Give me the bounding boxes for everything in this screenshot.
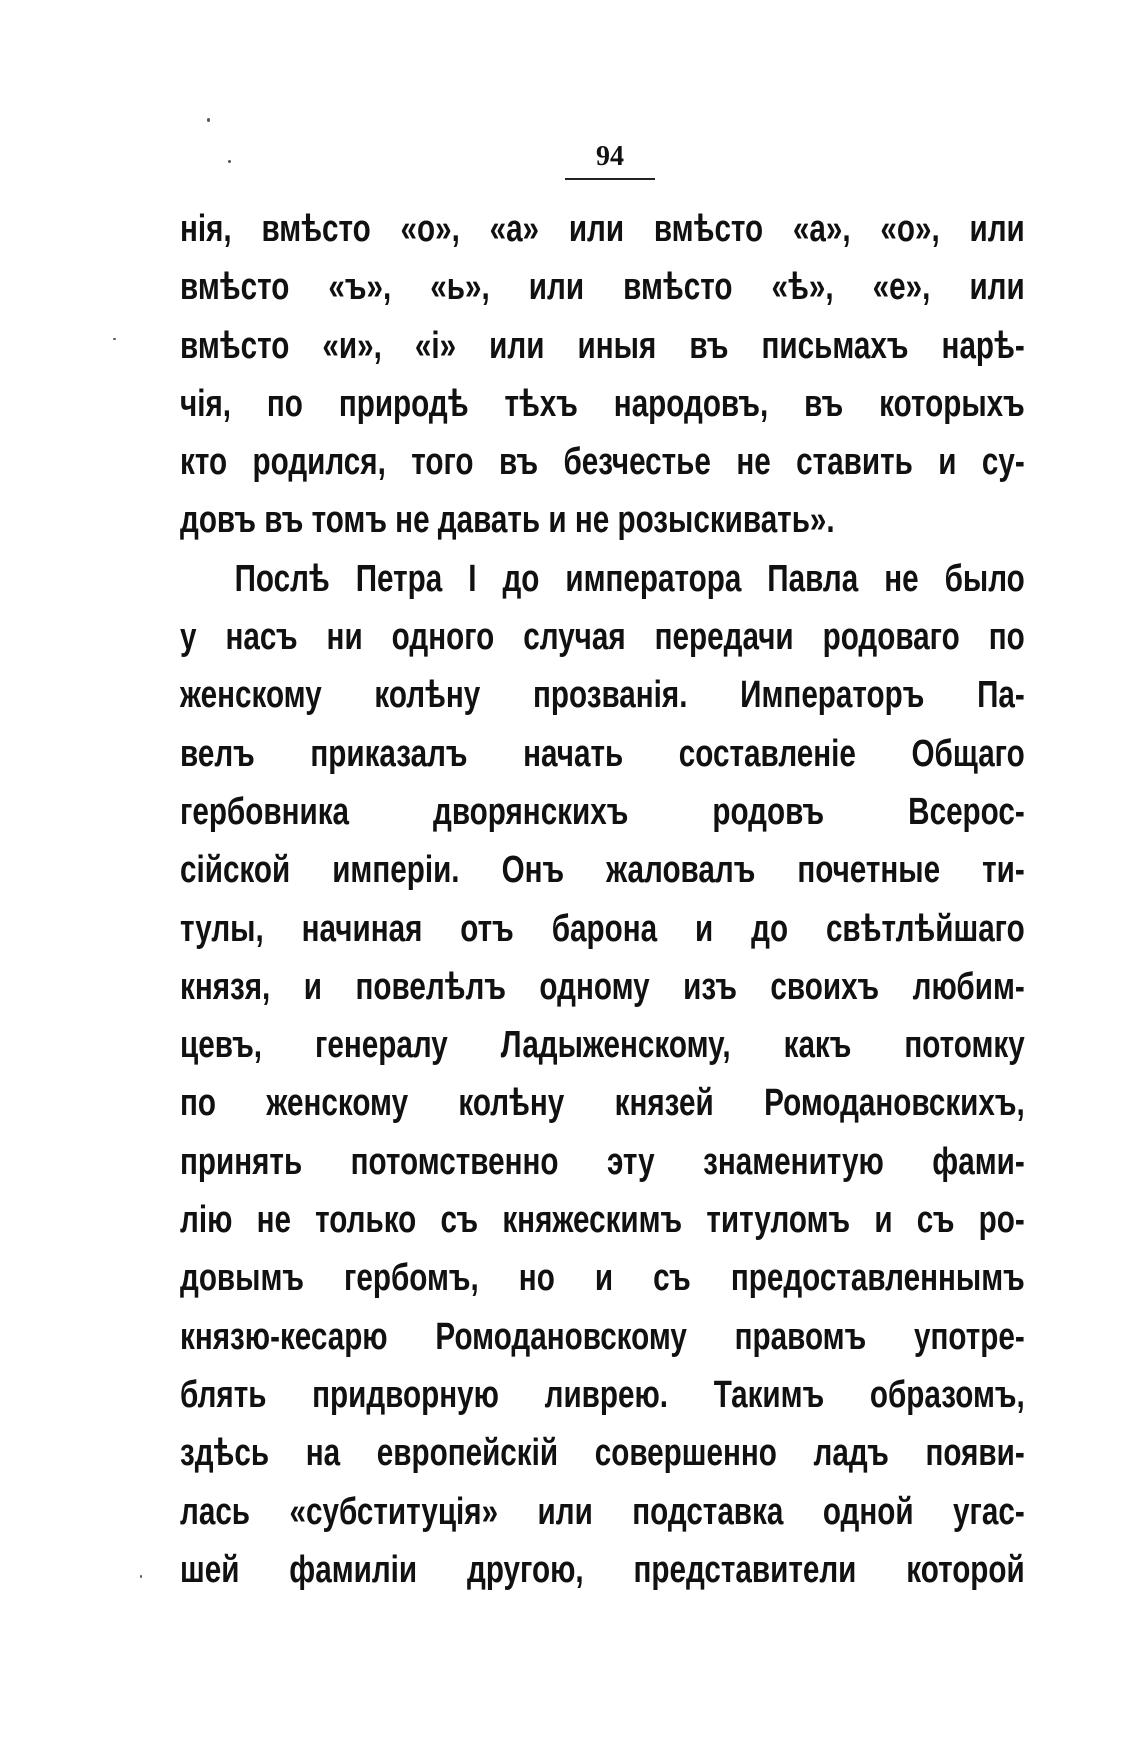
text-line: блять придворную ливрею. Такимъ образомъ, [180,1373,1025,1416]
text-line: кто родился, того въ безчестье не ставить и су- [180,441,1025,484]
page-number-rule [565,178,655,180]
paragraph-first-line: Послѣ Петра I до императора Павла не было [234,557,1025,600]
text-line: у насъ ни одного случая передачи родоваго по [180,616,1025,659]
text-line: женскому колѣну прозванія. Императоръ Па- [180,674,1025,717]
text-line: князю-кесарю Ромодановскому правомъ употре- [180,1315,1025,1358]
text-line: принять потомственно эту знаменитую фами- [180,1140,1025,1183]
scan-speck [140,1575,142,1578]
scan-speck [113,338,116,340]
text-line: гербовника дворянскихъ родовъ Всерос- [180,790,1025,833]
page-number: 94 [596,141,624,172]
text-line: довъ въ томъ не давать и не розыскивать». [180,499,835,542]
scan-speck [228,160,231,163]
scan-speck [207,118,210,122]
body-text [180,200,1025,1599]
text-line: вмѣсто «и», «і» или иныя въ письмахъ нарѣ- [180,324,1025,367]
text-line: велъ приказалъ начать составленіе Общаго [180,732,1025,775]
text-line: тулы, начиная отъ барона и до свѣтлѣйшаго [180,907,1025,950]
text-line: по женскому колѣну князей Ромодановскихъ, [180,1082,1025,1125]
text-line: лась «субституція» или подставка одной угас- [180,1490,1025,1533]
text-line: вмѣсто «ъ», «ь», или вмѣсто «ѣ», «е», или [180,266,1025,309]
text-line: здѣсь на европейскій совершенно ладъ появи- [180,1432,1025,1475]
text-line: нія, вмѣсто «о», «а» или вмѣсто «а», «о», или [180,208,1025,250]
text-line: князя, и повелѣлъ одному изъ своихъ любим- [180,965,1025,1008]
text-line: шей фамиліи другою, представители которой [180,1548,1025,1591]
text-line: лію не только съ княжескимъ титуломъ и съ ро- [180,1199,1025,1242]
text-line: сійской имперіи. Онъ жаловалъ почетные ти- [180,849,1025,892]
text-line: чія, по природѣ тѣхъ народовъ, въ которыхъ [180,382,1025,425]
text-line: довымъ гербомъ, но и съ предоставленнымъ [180,1257,1025,1300]
text-line: цевъ, генералу Ладыженскому, какъ потомку [180,1024,1025,1067]
